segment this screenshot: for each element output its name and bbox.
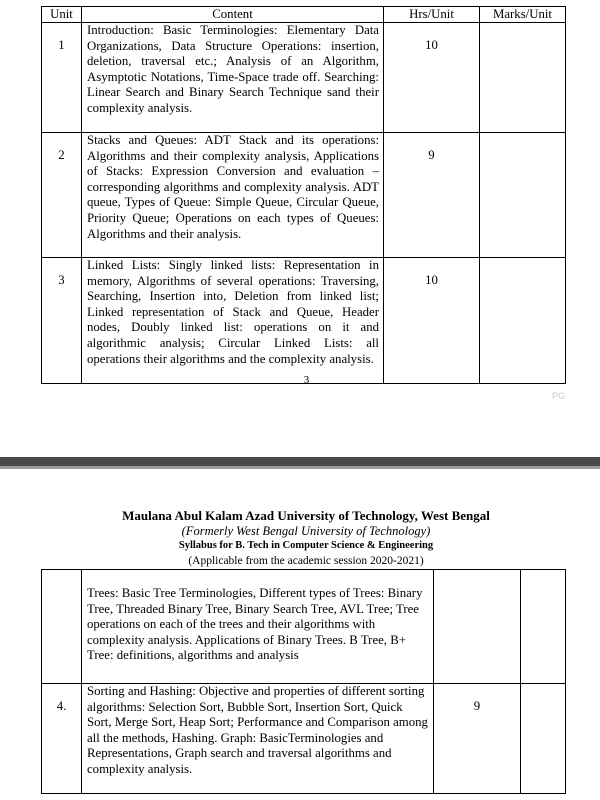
table-row xyxy=(42,570,566,684)
unit-content: Sorting and Hashing: Objective and properties of different sorting algorithms: Selection Sort, Bubble Sort, Insertion Sort, Quick Sort, Merge Sort, Heap Sort; Performance and Comparison among all the methods, Hashing. Graph: BasicTerminologies and Representations, Graph search and traversal algorithms and complexity analysis. xyxy=(82,684,434,794)
unit-number: 2 xyxy=(42,133,82,258)
unit-hours: 9 xyxy=(434,684,521,794)
unit-number: 3 xyxy=(42,258,82,384)
academic-session: (Applicable from the academic session 2020-2021) xyxy=(188,555,424,567)
unit-content: Linked Lists: Singly linked lists: Representation in memory, Algorithms of several operations: Traversing, Searching, Insertion into, Deletion from linked list; Linked representation of Stack and Queue, Header nodes, Doubly linked list: operations on it and algorithmic analysis; Circular Linked Lists: all operations their algorithms and the complexity analysis. xyxy=(82,258,384,384)
unit-marks xyxy=(480,23,566,133)
unit-marks xyxy=(480,258,566,384)
page-mark: PG xyxy=(552,391,566,401)
page-number: 3 xyxy=(303,374,310,386)
unit-marks xyxy=(480,133,566,258)
page-separator xyxy=(0,457,600,466)
syllabus-table-2 xyxy=(41,569,566,794)
unit-number xyxy=(42,570,82,684)
table-header-row xyxy=(42,7,566,23)
unit-hours: 10 xyxy=(384,23,480,133)
unit-hours xyxy=(434,570,521,684)
table-row xyxy=(42,133,566,258)
university-title: Maulana Abul Kalam Azad University of Technology, West Bengal xyxy=(122,508,490,523)
table-row xyxy=(42,23,566,133)
formerly-name: (Formerly West Bengal University of Technology) xyxy=(181,524,431,538)
table-row xyxy=(42,684,566,794)
unit-number: 1 xyxy=(42,23,82,133)
unit-content: Introduction: Basic Terminologies: Elementary Data Organizations, Data Structure Operations: insertion, deletion, traversal etc.; Analysis of an Algorithm, Asymptotic Notations, Time-Space trade off. Searching: Linear Search and Binary Search Technique sand their complexity analysis. xyxy=(82,23,384,133)
unit-content: Trees: Basic Tree Terminologies, Different types of Trees: Binary Tree, Threaded Binary Tree, Binary Search Tree, AVL Tree; Tree operations on each of the trees and their algorithms with complexity analysis. Applications of Binary Trees. B Tree, B+ Tree: definitions, algorithms and analysis xyxy=(82,570,434,684)
header-marks: Marks/Unit xyxy=(480,7,566,23)
table-row xyxy=(42,258,566,384)
unit-marks xyxy=(521,684,566,794)
syllabus-table-1 xyxy=(41,6,566,384)
unit-number: 4. xyxy=(42,684,82,794)
unit-hours: 9 xyxy=(384,133,480,258)
unit-hours: 10 xyxy=(384,258,480,384)
page-separator-shadow xyxy=(0,466,600,469)
syllabus-title: Syllabus for B. Tech in Computer Science & Engineering xyxy=(178,540,434,551)
header-content: Content xyxy=(82,7,384,23)
header-hrs: Hrs/Unit xyxy=(384,7,480,23)
unit-content: Stacks and Queues: ADT Stack and its operations: Algorithms and their complexity analysis, Applications of Stacks: Expression Conversion and evaluation – corresponding algorithms and complexity analysis. ADT queue, Types of Queue: Simple Queue, Circular Queue, Priority Queue; Operations on each types of Queues: Algorithms and their analysis. xyxy=(82,133,384,258)
header-unit: Unit xyxy=(42,7,82,23)
unit-marks xyxy=(521,570,566,684)
